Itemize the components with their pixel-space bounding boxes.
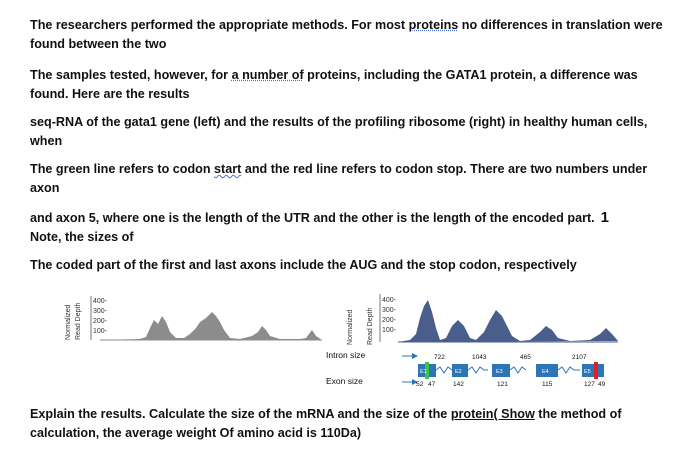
intron-connector-4 — [558, 367, 580, 373]
paragraph-question — [30, 405, 670, 443]
right-tick: 100- — [382, 327, 397, 334]
exon-1-label: E1 — [420, 369, 427, 375]
text-segment: The researchers performed the appropriate methods. For most — [30, 18, 409, 32]
number-marker: 1 — [600, 209, 610, 226]
right-tick: 400- — [382, 297, 397, 304]
underlined-phrase: protein( Show — [450, 407, 535, 421]
right-tick: 200- — [382, 317, 397, 324]
text-segment: proteins, including the GATA1 protein, a difference was found. Here are the results — [30, 68, 638, 101]
intron-size-3: 465 — [520, 354, 531, 361]
exon-2-label: E2 — [455, 369, 462, 375]
exon-size-e2: 142 — [453, 381, 464, 388]
intron-connector-1 — [436, 367, 452, 373]
text-segment: no differences in translation were found between the two — [30, 18, 663, 51]
exon-size-e4: 115 — [542, 381, 553, 388]
left-tick: 200- — [93, 318, 108, 325]
exon-size-label: Exon size — [326, 376, 363, 386]
right-coverage-plot — [347, 294, 618, 345]
right-axis-label-1: Normalized — [347, 309, 354, 345]
stop-codon-line — [594, 362, 598, 379]
left-axis-label-2: Read Depth — [75, 302, 82, 340]
left-coverage-plot — [65, 296, 322, 340]
left-tick: 400- — [93, 298, 108, 305]
intron-size-2: 1043 — [472, 354, 487, 361]
text-segment: the method of calculation, the average weight Of amino acid is 110Da) — [30, 407, 622, 440]
text-segment: and the red line refers to codon stop. There are two numbers under axon — [30, 162, 648, 195]
intron-connector-2 — [468, 367, 488, 373]
left-axis-label-1: Normalized — [65, 304, 72, 340]
text-segment: The samples tested, however, for — [30, 68, 232, 82]
text-segment: Note, the sizes of — [30, 230, 134, 244]
exon-3-label: E3 — [496, 369, 503, 375]
right-coverage-area — [398, 300, 618, 342]
text-segment: and axon 5, where one is the length of the UTR and the other is the length of the encoded part. — [30, 211, 595, 225]
right-tick: 300- — [382, 307, 397, 314]
left-tick: 300- — [93, 308, 108, 315]
intron-arrow-head — [412, 353, 418, 359]
right-axis-label-2: Read Depth — [367, 307, 374, 345]
exon-5-label: E5 — [584, 369, 591, 375]
underlined-phrase: a number of — [231, 68, 304, 82]
left-coverage-area — [100, 312, 322, 340]
gene-structure — [326, 350, 606, 388]
exon-size-e5-coding: 127 — [584, 381, 595, 388]
underlined-word: proteins — [408, 18, 459, 32]
text-segment: seq-RNA of the gata1 gene (left) and the results of the profiling ribosome (right) in healthy human cells, when — [30, 115, 648, 148]
intron-connector-3 — [510, 367, 526, 373]
text-segment: The green line refers to codon — [30, 162, 215, 176]
text-segment: Explain the results. Calculate the size of the mRNA and the size of the — [30, 407, 451, 421]
intron-size-label: Intron size — [326, 350, 366, 360]
exon-size-e1-coding: 47 — [428, 381, 436, 388]
exon-size-e5-utr: 49 — [598, 381, 606, 388]
intron-size-1: 722 — [434, 354, 445, 361]
exon-size-e3: 121 — [497, 381, 508, 388]
text-segment: The coded part of the first and last axons include the AUG and the stop codon, respectively — [30, 258, 577, 272]
intron-size-4: 2107 — [572, 354, 587, 361]
exon-4-label: E4 — [542, 369, 549, 375]
exon-size-e1-utr: 52 — [416, 381, 424, 388]
left-tick: 100- — [93, 328, 108, 335]
underlined-word: start — [214, 162, 242, 176]
